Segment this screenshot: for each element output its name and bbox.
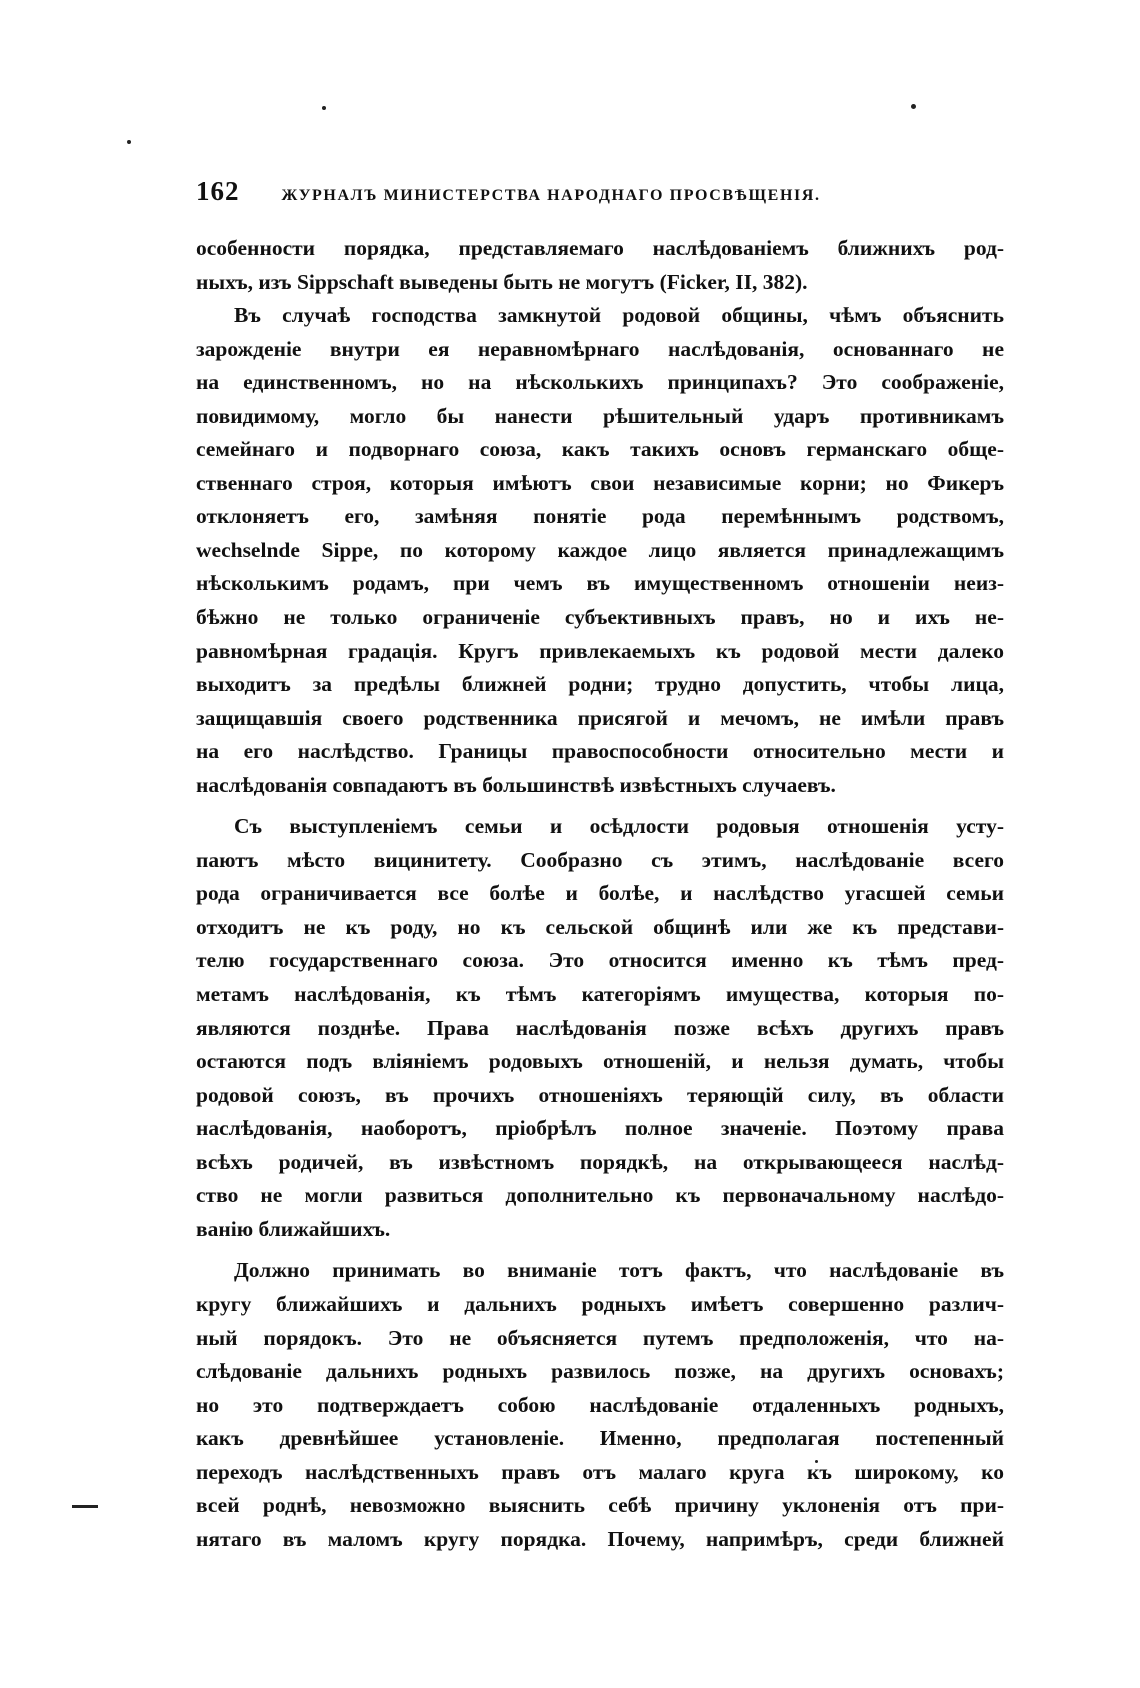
text-line: отходитъ не къ роду, но къ сельской общинѣ или же къ представи-	[196, 914, 1004, 939]
margin-dash	[72, 1505, 98, 1508]
text-line: равномѣрная градація. Кругъ привлекаемыхъ къ родовой мести далеко	[196, 638, 1004, 663]
text-line: всѣхъ родичей, въ извѣстномъ порядкѣ, на открывающееся наслѣд-	[196, 1149, 1004, 1174]
text-line: какъ древнѣйшее установленіе. Именно, предполагая постепенный	[196, 1426, 1004, 1451]
running-title: ЖУРНАЛЪ МИНИСТЕРСТВА НАРОДНАГО ПРОСВѢЩЕНІЯ.	[281, 187, 821, 204]
text-line: защищавшія своего родственника присягой и мечомъ, не имѣли правъ	[196, 705, 1004, 730]
text-line: семейнаго и подворнаго союза, какъ такихъ основъ германскаго обще-	[196, 437, 1004, 462]
text-line: особенности порядка, представляемаго наслѣдованіемъ ближнихъ род-	[196, 236, 1004, 260]
paragraph-gap	[196, 802, 1004, 810]
text-line: ныхъ, изъ Sippschaft выведены быть не могутъ (Ficker, II, 382).	[196, 269, 808, 294]
text-line: выходитъ за предѣлы ближней родни; трудно допустить, чтобы лица,	[196, 672, 1004, 697]
text-line: нятаго въ маломъ кругу порядка. Почему, напримѣръ, среди ближней	[196, 1526, 1004, 1551]
text-line: наслѣдованія совпадаютъ въ большинствѣ извѣстныхъ случаевъ.	[196, 772, 836, 797]
text-line: ный порядокъ. Это не объясняется путемъ предположенія, что на-	[196, 1325, 1004, 1350]
text-line: на единственномъ, но на нѣсколькихъ принципахъ? Это соображеніе,	[196, 370, 1004, 395]
text-line: остаются подъ вліяніемъ родовыхъ отношеній, и нельзя думать, чтобы	[196, 1049, 1004, 1074]
text-line: Должно принимать во вниманіе тотъ фактъ, что наслѣдованіе въ	[234, 1258, 1004, 1283]
text-line: кругу ближайшихъ и дальнихъ родныхъ имѣетъ совершенно различ-	[196, 1291, 1004, 1316]
text-line: Съ выступленіемъ семьи и осѣдлости родовыя отношенія усту-	[234, 814, 1004, 839]
page-number: 162	[196, 176, 240, 206]
text-line: паютъ мѣсто вицинитету. Сообразно съ этимъ, наслѣдованіе всего	[196, 847, 1004, 872]
text-line: но это подтверждаетъ собою наслѣдованіе отдаленныхъ родныхъ,	[196, 1392, 1004, 1417]
print-speck	[127, 140, 131, 144]
text-line: ванію ближайшихъ.	[196, 1216, 391, 1241]
text-line: ственнаго строя, которыя имѣютъ свои независимые корни; но Фикеръ	[196, 470, 1004, 495]
text-line: родовой союзъ, въ прочихъ отношеніяхъ теряющій силу, въ области	[196, 1082, 1004, 1107]
text-line: Въ случаѣ господства замкнутой родовой общины, чѣмъ объяснить	[234, 303, 1004, 328]
text-line: всей роднѣ, невозможно выяснить себѣ причину уклоненія отъ при-	[196, 1493, 1004, 1518]
text-line: нѣсколькимъ родамъ, при чемъ въ имущественномъ отношеніи неиз-	[196, 571, 1004, 596]
text-line: на его наслѣдство. Границы правоспособности относительно мести и	[196, 739, 1004, 764]
text-line: зарожденіе внутри ея неравномѣрнаго наслѣдованія, основаннаго не	[196, 336, 1004, 361]
page-header	[196, 176, 1004, 212]
print-speck	[911, 104, 916, 109]
text-line: отклоняетъ его, замѣняя понятіе рода перемѣннымъ родствомъ,	[196, 504, 1004, 529]
body-text	[196, 232, 1004, 1556]
text-line: ство не могли развиться дополнительно къ первоначальному наслѣдо-	[196, 1183, 1004, 1208]
text-line: переходъ наслѣдственныхъ правъ отъ малаго круга къ широкому, ко	[196, 1459, 1004, 1484]
text-line: повидимому, могло бы нанести рѣшительный ударъ противникамъ	[196, 403, 1004, 428]
text-line: бѣжно не только ограниченіе субъективныхъ правъ, но и ихъ не-	[196, 605, 1004, 630]
text-line: слѣдованіе дальнихъ родныхъ развилось позже, на другихъ основахъ;	[196, 1359, 1004, 1384]
text-line: wechselnde Sippe, по которому каждое лицо является принадлежащимъ	[196, 537, 1004, 562]
text-line: наслѣдованія, наоборотъ, пріобрѣлъ полное значеніе. Поэтому права	[196, 1116, 1004, 1141]
text-line: являются позднѣе. Права наслѣдованія позже всѣхъ другихъ правъ	[196, 1015, 1004, 1040]
paragraph-gap	[196, 1246, 1004, 1254]
text-line: рода ограничивается все болѣе и болѣе, и наслѣдство угасшей семьи	[196, 881, 1004, 906]
text-line: метамъ наслѣдованія, къ тѣмъ категоріямъ имущества, которыя по-	[196, 982, 1004, 1007]
text-line: телю государственнаго союза. Это относится именно къ тѣмъ пред-	[196, 948, 1004, 973]
print-speck	[322, 106, 326, 110]
